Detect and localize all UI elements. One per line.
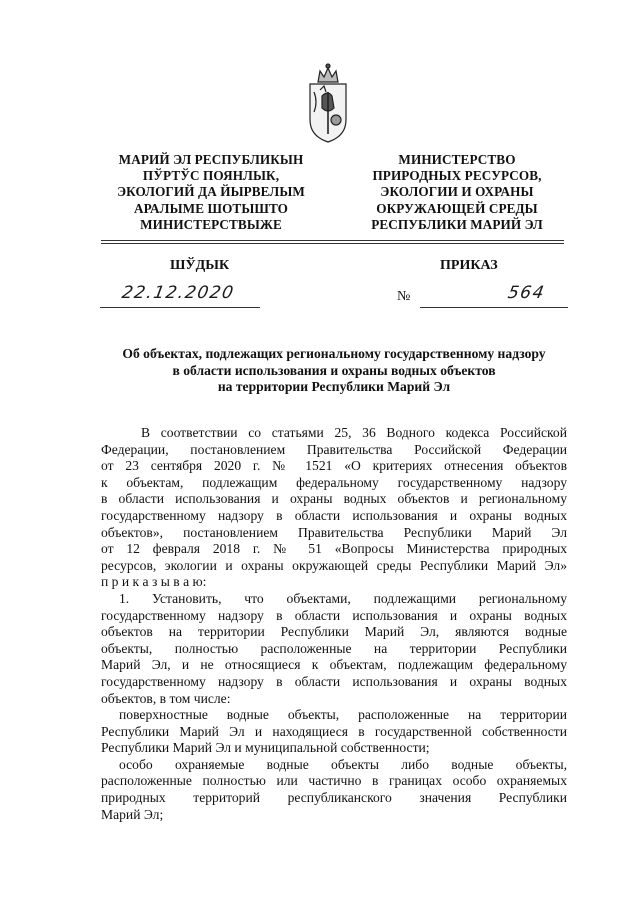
body-line: объектов на территории Республики Марий Эл, являются водные — [101, 624, 567, 640]
header-right-line: ПРИРОДНЫХ РЕСУРСОВ, — [372, 168, 542, 184]
body-line: расположенные полностью или частично в границах особо охраняемых — [101, 773, 567, 789]
body-line: Марий Эл, и не относящиеся к объектам, подлежащим федеральному — [101, 657, 567, 673]
body-line: 1. Установить, что объектами, подлежащими региональному — [119, 590, 567, 606]
body-line: природных территорий республиканского значения Республики — [101, 790, 567, 806]
doc-type-russian: ПРИКАЗ — [440, 258, 498, 273]
title-line: в области использования и охраны водных объектов — [172, 362, 496, 378]
number-field-line — [420, 285, 568, 308]
body-line: Республики Марий Эл и муниципальной собственности; — [101, 740, 430, 756]
document-date: 22.12.2020 — [120, 283, 237, 303]
body-line: ресурсов, экологии и охраны окружающей среды Республики Марий Эл» — [101, 557, 567, 573]
body-line: особо охраняемые водные объекты либо водные объекты, — [119, 756, 567, 772]
header-divider-top — [101, 240, 564, 241]
header-left-line: ПЎРТЎС ПОЯНЛЫК, — [142, 168, 280, 184]
number-label: № — [397, 289, 411, 304]
body-line: поверхностные водные объекты, расположенные на территории — [119, 707, 567, 723]
body-line: В соответствии со статьями 25, 36 Водного кодекса Российской — [141, 425, 567, 440]
body-line: объектов, в том числе: — [101, 690, 231, 706]
body-line: Марий Эл; — [101, 806, 164, 822]
document-title — [100, 346, 568, 396]
header-left-line: МАРИЙ ЭЛ РЕСПУБЛИКЫН — [118, 152, 304, 167]
body-line: объектов», постановлением Правительства Республики Марий Эл — [101, 524, 567, 540]
body-line: государственному надзору в области использования и охраны водных — [101, 507, 567, 523]
body-line: государственному надзору в области использования и охраны водных — [101, 607, 567, 623]
document-number: 564 — [506, 283, 547, 303]
header-left-line: АРАЛЫМЕ ШОТЫШТО — [133, 200, 289, 216]
header-left-line: МИНИСТЕРСТВЫЖЕ — [140, 216, 282, 232]
body-line: в области использования и охраны водных объектов и региональному — [101, 491, 567, 507]
header-right-russian — [342, 152, 572, 233]
header-divider-bottom — [101, 243, 564, 244]
header-left-line: ЭКОЛОГИЙ ДА ЙЫРВЕЛЫМ — [117, 184, 305, 200]
coat-of-arms-emblem — [302, 62, 354, 146]
body-line: Республики Марий Эл и находящиеся в государственной собственности — [101, 723, 567, 739]
document-body — [101, 425, 567, 823]
body-line: от 23 сентября 2020 г. № 1521 «О критериях отнесения объектов — [101, 458, 567, 474]
body-line: объекты, полностью расположенные на территории Республики — [101, 640, 567, 656]
body-line-decree: п р и к а з ы в а ю: — [101, 574, 207, 590]
body-line: Федерации, постановлением Правительства Российской Федерации — [101, 441, 567, 457]
header-right-line: ЭКОЛОГИИ И ОХРАНЫ — [380, 184, 534, 200]
body-line: от 12 февраля 2018 г. № 51 «Вопросы Министерства природных — [101, 541, 567, 557]
body-line: к объектам, подлежащим федеральному государственному надзору — [101, 474, 567, 490]
header-right-line: ОКРУЖАЮЩЕЙ СРЕДЫ — [376, 200, 538, 216]
header-left-mari — [96, 152, 326, 233]
body-line: государственному надзору в области использования и охраны водных — [101, 673, 567, 689]
title-line: на территории Республики Марий Эл — [217, 379, 451, 395]
header-right-line: МИНИСТЕРСТВО — [398, 152, 516, 167]
doc-type-mari: ШЎДЫК — [170, 258, 230, 273]
title-line: Об объектах, подлежащих региональному государственному надзору — [122, 346, 546, 361]
header-right-line: РЕСПУБЛИКИ МАРИЙ ЭЛ — [371, 216, 543, 232]
